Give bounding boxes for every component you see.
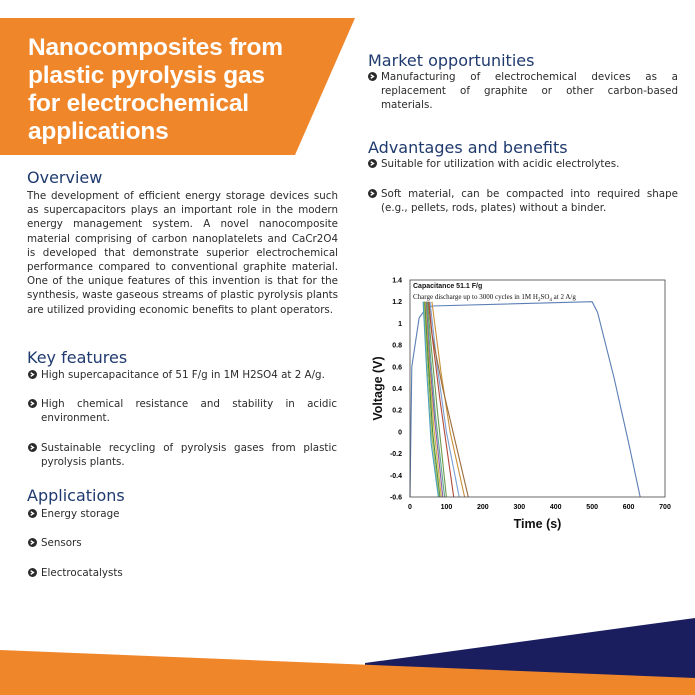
arrow-bullet-icon bbox=[368, 159, 377, 168]
key-feature-item bbox=[41, 441, 337, 469]
y-tick-label: 1.4 bbox=[392, 277, 402, 285]
x-axis-label: Time (s) bbox=[513, 517, 562, 531]
x-tick-label: 700 bbox=[659, 504, 671, 511]
arrow-bullet-icon bbox=[28, 538, 37, 547]
x-tick-label: 400 bbox=[549, 504, 562, 511]
footer-graphic bbox=[0, 600, 695, 695]
page-title bbox=[28, 34, 338, 146]
application-text: Electrocatalysts bbox=[41, 567, 123, 579]
key-feature-text: High chemical resistance and stability in acidic environment. bbox=[41, 398, 337, 425]
application-text: Sensors bbox=[41, 537, 82, 549]
title-line-3: for electrochemical bbox=[28, 90, 249, 117]
market-item bbox=[381, 70, 678, 113]
advantage-text: Suitable for utilization with acidic electrolytes. bbox=[381, 158, 620, 170]
x-tick-label: 300 bbox=[513, 504, 526, 511]
title-line-2: plastic pyrolysis gas bbox=[28, 62, 265, 89]
plot-frame bbox=[410, 280, 665, 497]
chart-title: Capacitance 51.1 F/g bbox=[413, 283, 483, 290]
charge-discharge-chart bbox=[360, 272, 675, 542]
advantage-item bbox=[381, 187, 678, 215]
arrow-bullet-icon bbox=[28, 509, 37, 518]
arrow-bullet-icon bbox=[368, 72, 377, 81]
chart-svg bbox=[360, 272, 675, 542]
application-text: Energy storage bbox=[41, 508, 120, 520]
arrow-bullet-icon bbox=[28, 399, 37, 408]
title-line-1: Nanocomposites from bbox=[28, 34, 283, 61]
applications-heading: Applications bbox=[27, 486, 125, 505]
key-features-heading: Key features bbox=[27, 348, 128, 367]
y-tick-label: 0.2 bbox=[392, 407, 402, 415]
application-item bbox=[41, 536, 241, 550]
key-feature-item bbox=[41, 397, 337, 425]
y-tick-label: 0.6 bbox=[392, 364, 402, 372]
x-tick-label: 0 bbox=[408, 504, 412, 511]
title-line-4: applications bbox=[28, 118, 169, 145]
arrow-bullet-icon bbox=[28, 568, 37, 577]
y-tick-label: 0.8 bbox=[392, 342, 402, 350]
key-feature-text: Sustainable recycling of pyrolysis gases from plastic pyrolysis plants. bbox=[41, 442, 337, 469]
market-text: Manufacturing of electrochemical devices as a replacement of graphite or other carbon-based materials. bbox=[381, 71, 678, 112]
x-tick-label: 100 bbox=[440, 504, 453, 511]
y-tick-label: 0.4 bbox=[392, 386, 402, 393]
overview-heading: Overview bbox=[27, 168, 103, 187]
advantage-item bbox=[381, 157, 678, 171]
advantages-heading: Advantages and benefits bbox=[368, 138, 568, 157]
arrow-bullet-icon bbox=[28, 443, 37, 452]
key-feature-item bbox=[41, 368, 337, 382]
application-item bbox=[41, 566, 241, 580]
y-tick-label: -0.4 bbox=[389, 472, 402, 480]
chart-subtitle: Charge discharge up to 3000 cycles in 1M $H_2SO_4$ at 2 A/g bbox=[413, 293, 576, 303]
series-line bbox=[410, 302, 640, 497]
advantage-text: Soft material, can be compacted into required shape (e.g., pellets, rods, plates) without a binder. bbox=[381, 188, 678, 215]
y-tick-label: 1 bbox=[398, 320, 402, 328]
y-tick-label: -0.2 bbox=[389, 451, 402, 459]
y-tick-label: -0.6 bbox=[389, 494, 402, 502]
y-axis-label: Voltage (V) bbox=[371, 356, 385, 421]
arrow-bullet-icon bbox=[28, 370, 37, 379]
y-tick-label: 0 bbox=[398, 429, 402, 437]
application-item bbox=[41, 507, 241, 521]
x-tick-label: 600 bbox=[622, 504, 635, 511]
y-tick-label: 1.2 bbox=[392, 299, 402, 307]
market-heading: Market opportunities bbox=[368, 51, 535, 70]
x-tick-label: 500 bbox=[586, 504, 598, 511]
overview-text: The development of efficient energy storage devices such as supercapacitors plays an important role in the modern energy management system. A novel nanocomposite material comprising of carbon nanoplatelets and CaCr2O4 is developed that demonstrate superior electrochemical performance compared to conventional graphite material. One of the unique features of this invention is that for the synthesis, waste gaseous streams of plastic pyrolysis plants are utilized providing economic benefits to plant operators. bbox=[27, 190, 338, 316]
arrow-bullet-icon bbox=[368, 189, 377, 198]
x-tick-label: 200 bbox=[477, 504, 489, 511]
key-feature-text: High supercapacitance of 51 F/g in 1M H2SO4 at 2 A/g. bbox=[41, 369, 325, 381]
